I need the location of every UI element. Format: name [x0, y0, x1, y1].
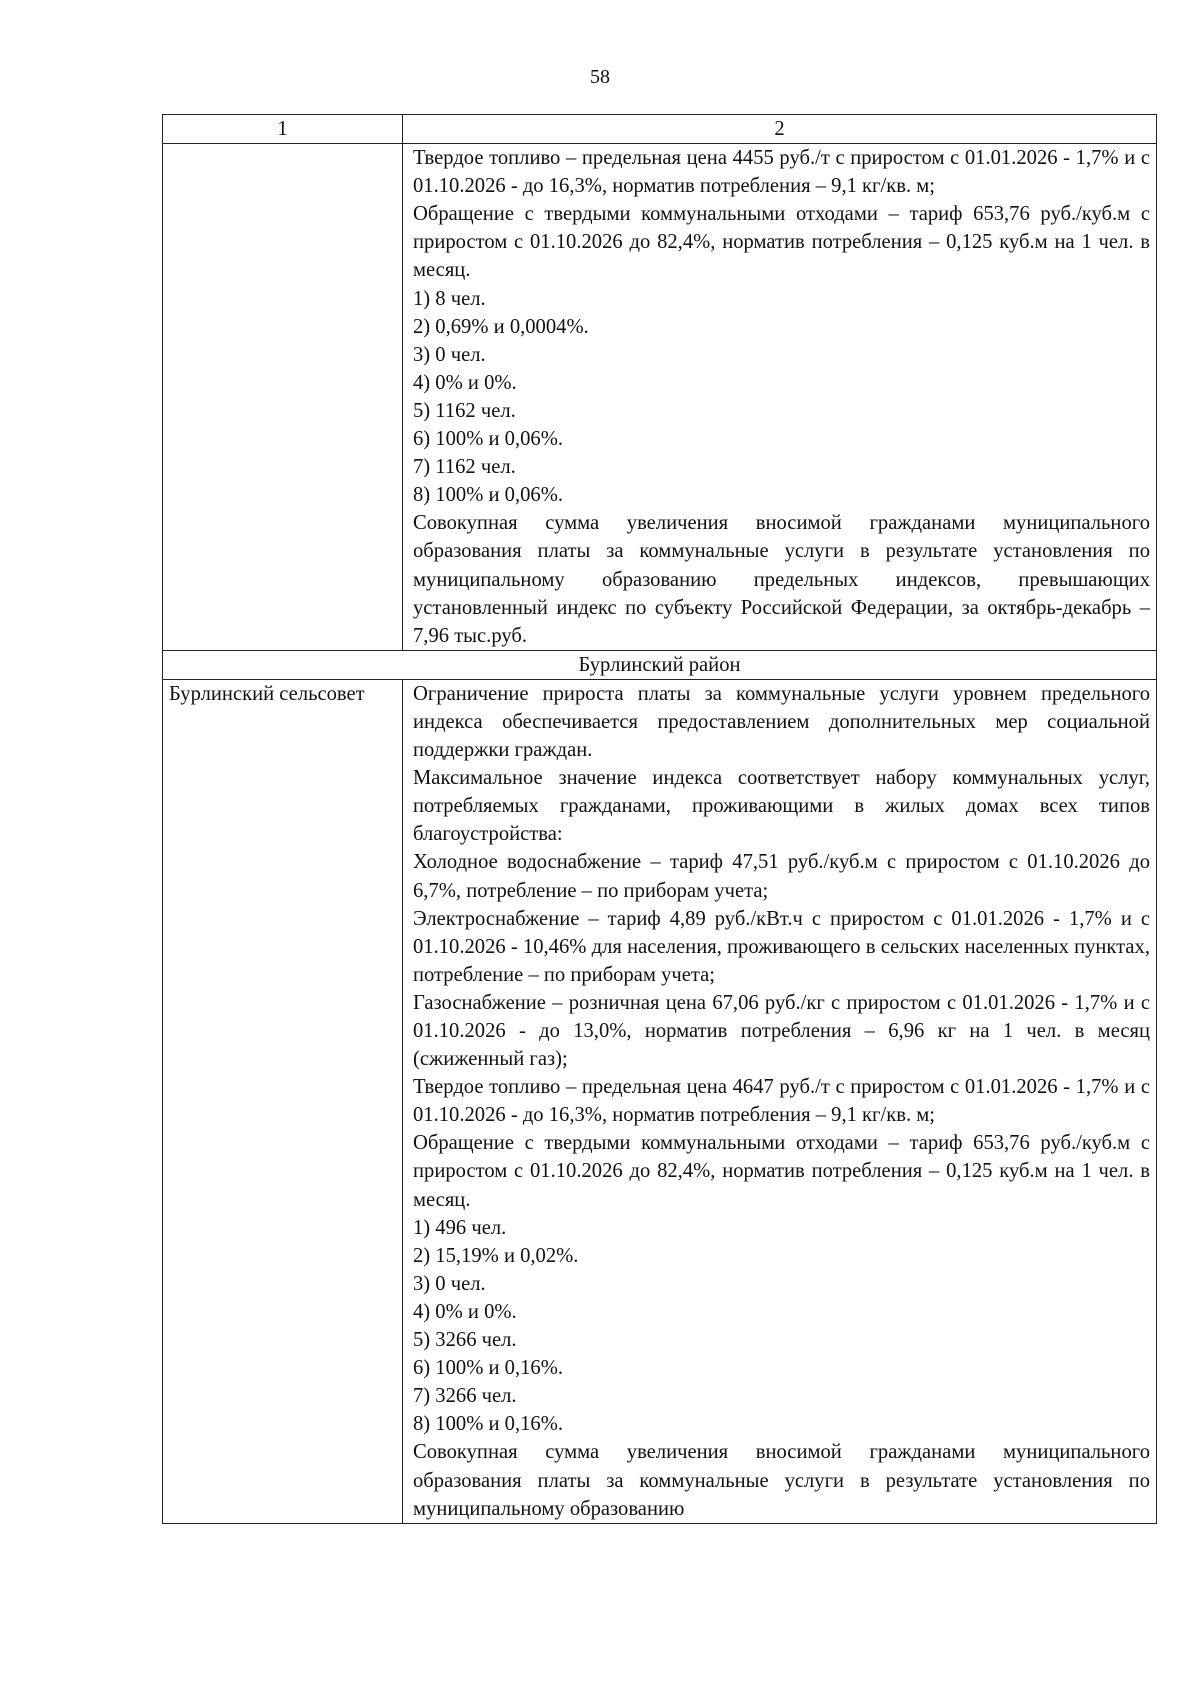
text-line: Ограничение прироста платы за коммунальные услуги уровнем предельного индекса обеспечивается предоставлением дополнительных мер социальной поддержки граждан.: [413, 682, 1150, 762]
district-row: [163, 650, 1157, 679]
text-line: 6) 100% и 0,16%.: [413, 1357, 564, 1380]
text-line: 8) 100% и 0,06%.: [413, 484, 564, 507]
document-table: [162, 114, 1157, 1524]
text-line: Электроснабжение – тариф 4,89 руб./кВт.ч с приростом с 01.01.2026 - 1,7% и с 01.10.2026 - 10,46% для населения, проживающего в сельских населенных пунктах, потребление – по приборам учета;: [413, 907, 1150, 986]
table-header-row: [163, 115, 1157, 144]
column-header-1: 1: [163, 115, 403, 144]
text-line: 8) 100% и 0,16%.: [413, 1413, 564, 1436]
text-line: 2) 0,69% и 0,0004%.: [413, 315, 589, 338]
text-line: Твердое топливо – предельная цена 4647 руб./т с приростом с 01.01.2026 - 1,7% и с 01.10.2026 - до 16,3%, норматив потребления – 9,1 кг/кв. м;: [413, 1076, 1150, 1127]
text-line: Газоснабжение – розничная цена 67,06 руб./кг с приростом с 01.01.2026 - 1,7% и с 01.10.2026 - до 13,0%, норматив потребления – 6,96 кг на 1 чел. в месяц (сжиженный газ);: [413, 991, 1150, 1071]
text-line: 1) 8 чел.: [413, 287, 486, 310]
text-line: Совокупная сумма увеличения вносимой гражданами муниципального образования платы за коммунальные услуги в результате установления по муниципальному образованию предельных индексов, превышающих установленный индекс по субъекту Российской Федерации, за октябрь-декабрь – 7,96 тыс.руб.: [413, 512, 1150, 647]
text-line: 7) 1162 чел.: [413, 456, 516, 479]
text-line: 5) 1162 чел.: [413, 399, 516, 422]
description-cell: [403, 144, 1157, 651]
description-cell: [403, 679, 1157, 1523]
text-line: Обращение с твердыми коммунальными отходами – тариф 653,76 руб./куб.м с приростом с 01.10.2026 до 82,4%, норматив потребления – 0,125 куб.м на 1 чел. в месяц.: [413, 203, 1150, 282]
district-heading: Бурлинский район: [163, 650, 1157, 679]
text-line: Обращение с твердыми коммунальными отходами – тариф 653,76 руб./куб.м с приростом с 01.10.2026 до 82,4%, норматив потребления – 0,125 куб.м на 1 чел. в месяц.: [413, 1132, 1150, 1211]
table-row: [163, 144, 1157, 651]
text-line: 3) 0 чел.: [413, 1272, 486, 1295]
text-line: Максимальное значение индекса соответствует набору коммунальных услуг, потребляемых гражданами, проживающими в жилых домах всех типов благоустройства:: [413, 767, 1150, 846]
page-number: 58: [590, 66, 610, 88]
municipality-name: Бурлинский сельсовет: [163, 679, 403, 1523]
table-row: [163, 679, 1157, 1523]
text-line: 6) 100% и 0,06%.: [413, 428, 564, 451]
municipality-cell-empty: [163, 144, 403, 651]
text-line: Холодное водоснабжение – тариф 47,51 руб./куб.м с приростом с 01.10.2026 до 6,7%, потребление – по приборам учета;: [413, 851, 1150, 902]
text-line: 1) 496 чел.: [413, 1216, 507, 1239]
text-line: 3) 0 чел.: [413, 343, 486, 366]
text-line: 4) 0% и 0%.: [413, 1300, 517, 1323]
text-line: 7) 3266 чел.: [413, 1385, 517, 1408]
column-header-2: 2: [403, 115, 1157, 144]
text-line: 5) 3266 чел.: [413, 1329, 517, 1352]
text-line: Твердое топливо – предельная цена 4455 руб./т с приростом с 01.01.2026 - 1,7% и с 01.10.2026 - до 16,3%, норматив потребления – 9,1 кг/кв. м;: [413, 147, 1150, 198]
text-line: 4) 0% и 0%.: [413, 371, 517, 394]
text-line: Совокупная сумма увеличения вносимой гражданами муниципального образования платы за коммунальные услуги в результате установления по муниципальному образованию: [413, 1441, 1150, 1520]
text-line: 2) 15,19% и 0,02%.: [413, 1244, 579, 1267]
